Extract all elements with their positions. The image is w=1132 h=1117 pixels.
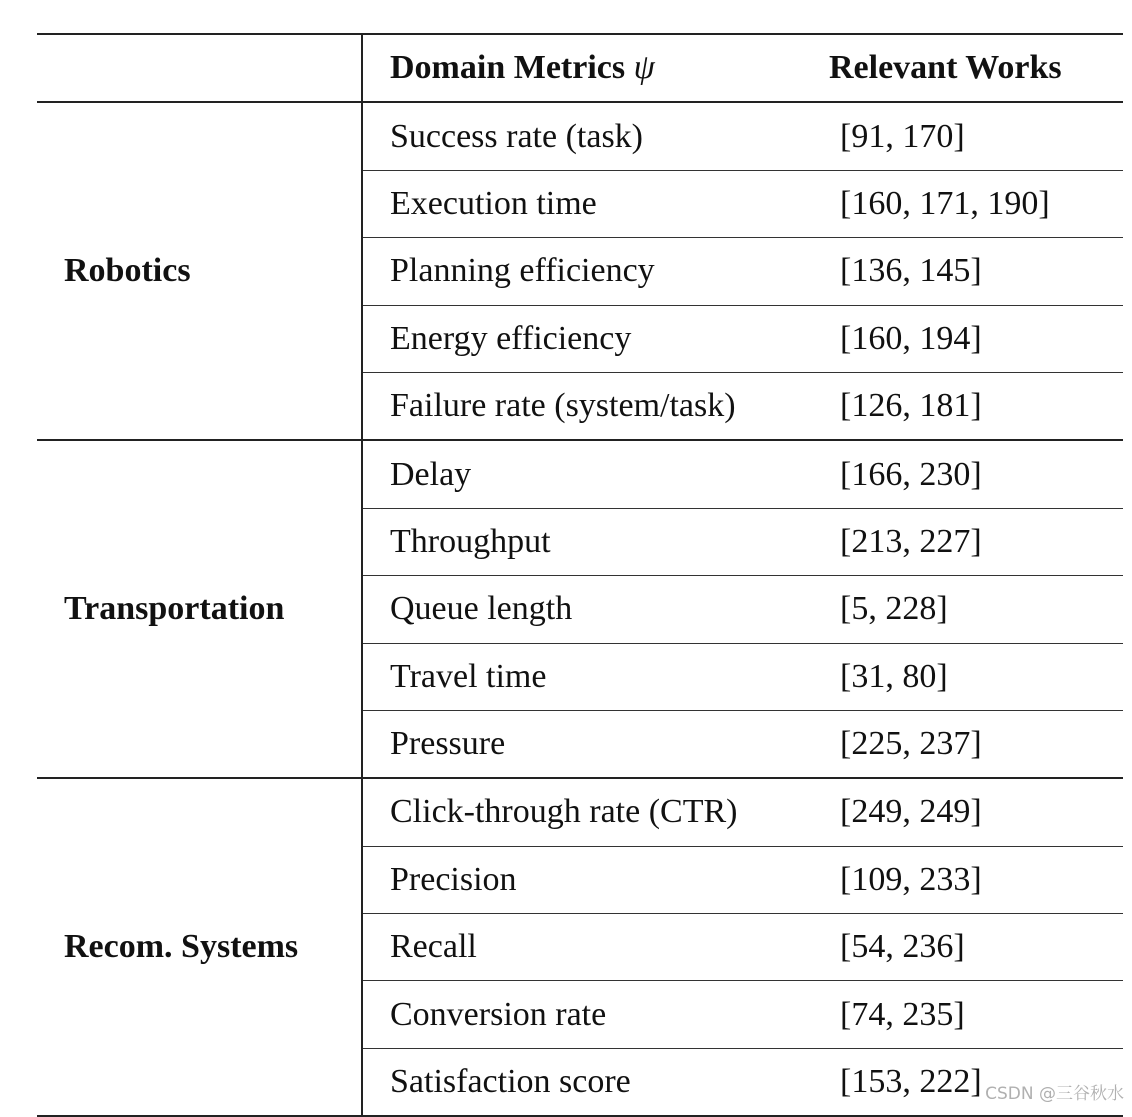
works-cell: [153, 222] (802, 1048, 1123, 1116)
works-cell: [31, 80] (802, 643, 1123, 710)
works-cell: [225, 237] (802, 710, 1123, 778)
works-cell: [136, 145] (802, 238, 1123, 305)
metric-cell: Satisfaction score (362, 1048, 802, 1116)
psi-symbol: ψ (633, 49, 655, 87)
metric-cell: Energy efficiency (362, 305, 802, 372)
metric-cell: Pressure (362, 710, 802, 778)
watermark: CSDN @三谷秋水 (985, 1084, 1124, 1104)
table-row (37, 440, 1123, 508)
works-cell: [74, 235] (802, 981, 1123, 1048)
metric-cell: Throughput (362, 508, 802, 575)
header-domain (37, 34, 362, 102)
metric-cell: Precision (362, 846, 802, 913)
metric-cell: Planning efficiency (362, 238, 802, 305)
domain-cell-transportation: Transportation (37, 440, 362, 778)
metric-cell: Travel time (362, 643, 802, 710)
metric-cell: Recall (362, 914, 802, 981)
works-cell: [109, 233] (802, 846, 1123, 913)
works-cell: [160, 171, 190] (802, 170, 1123, 237)
works-cell: [54, 236] (802, 914, 1123, 981)
table-row (37, 778, 1123, 846)
works-cell: [160, 194] (802, 305, 1123, 372)
works-cell: [166, 230] (802, 440, 1123, 508)
metric-cell: Failure rate (system/task) (362, 372, 802, 440)
works-cell: [249, 249] (802, 778, 1123, 846)
header-relevant-works: Relevant Works (802, 34, 1123, 102)
header-row (37, 34, 1123, 102)
metric-cell: Success rate (task) (362, 102, 802, 170)
metrics-table (37, 33, 1123, 1117)
works-cell: [126, 181] (802, 372, 1123, 440)
table-row (37, 102, 1123, 170)
works-cell: [91, 170] (802, 102, 1123, 170)
metrics-table-container (37, 33, 1123, 1117)
works-cell: [213, 227] (802, 508, 1123, 575)
domain-cell-recom-systems: Recom. Systems (37, 778, 362, 1116)
metric-cell: Delay (362, 440, 802, 508)
metric-cell: Click-through rate (CTR) (362, 778, 802, 846)
domain-cell-robotics: Robotics (37, 102, 362, 440)
metric-cell: Execution time (362, 170, 802, 237)
header-domain-metrics-label: Domain Metrics (390, 49, 634, 87)
header-domain-metrics (362, 34, 802, 102)
metric-cell: Queue length (362, 576, 802, 643)
metric-cell: Conversion rate (362, 981, 802, 1048)
works-cell: [5, 228] (802, 576, 1123, 643)
